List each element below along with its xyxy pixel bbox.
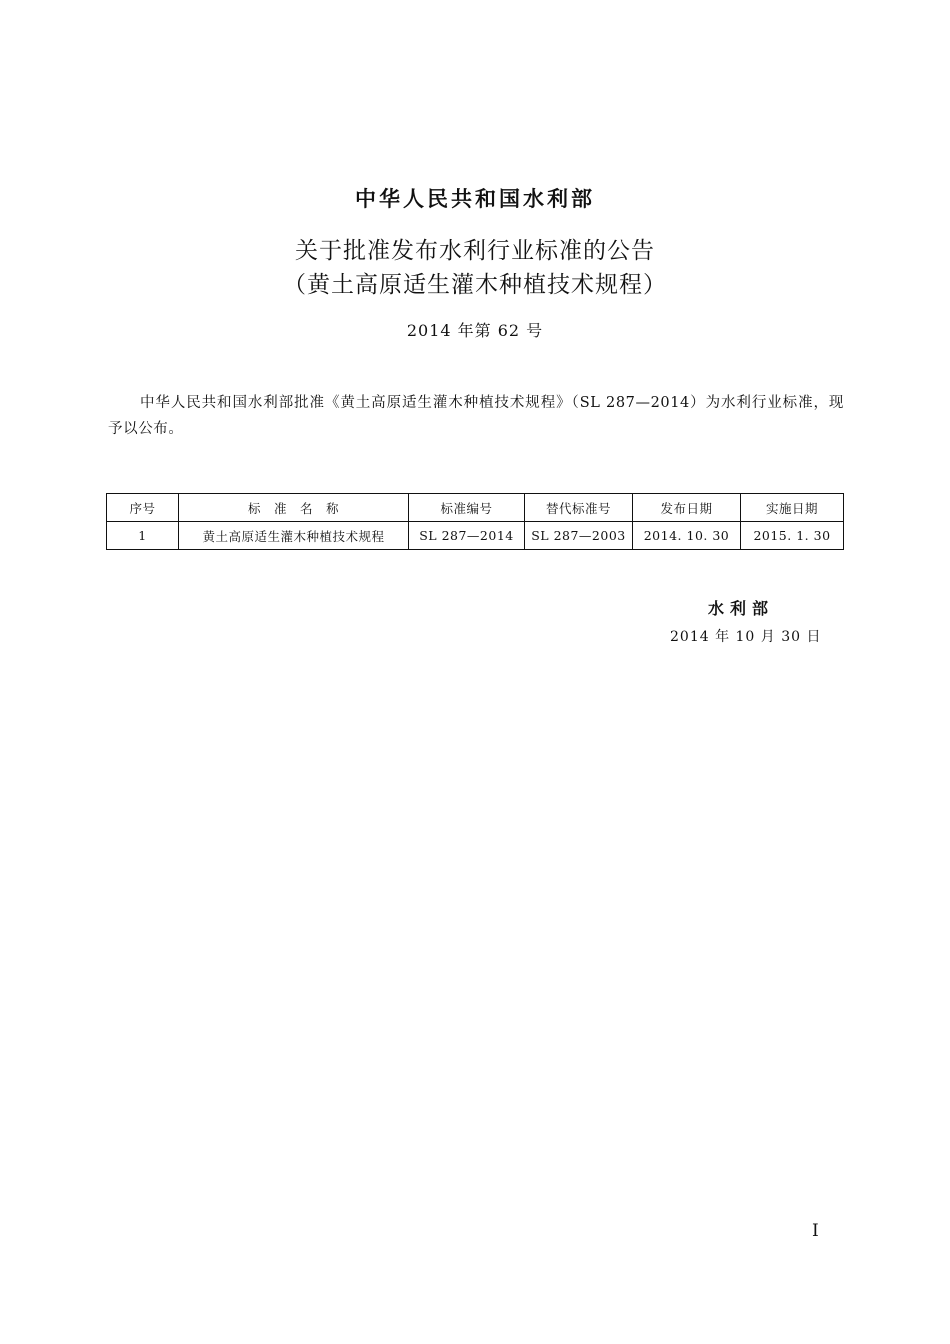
cell-effective-date: 2015. 1. 30 xyxy=(741,522,844,550)
cell-release-date: 2014. 10. 30 xyxy=(633,522,741,550)
announcement-subtitle: （黄土高原适生灌木种植技术规程） xyxy=(283,272,667,298)
table-row xyxy=(107,522,844,550)
header-seq: 序号 xyxy=(107,494,179,522)
announcement-number: 2014 年第 62 号 xyxy=(406,321,544,340)
cell-code: SL 287—2014 xyxy=(409,522,525,550)
header-name: 标 准 名 称 xyxy=(179,494,409,522)
table-header-row xyxy=(107,494,844,522)
standards-table xyxy=(106,493,844,550)
signature-date: 2014 年 10 月 30 日 xyxy=(670,629,822,645)
signature-org: 水利部 xyxy=(708,599,775,618)
cell-replaced: SL 287—2003 xyxy=(525,522,633,550)
announcement-title: 关于批准发布水利行业标准的公告 xyxy=(295,238,655,264)
page-number: I xyxy=(812,1221,819,1241)
header-code: 标准编号 xyxy=(409,494,525,522)
issuer-heading: 中华人民共和国水利部 xyxy=(355,187,595,211)
announcement-body: 中华人民共和国水利部批准《黄土高原适生灌木种植技术规程》（SL 287—2014）为水利行业标准，现予以公布。 xyxy=(108,395,844,437)
cell-seq: 1 xyxy=(107,522,179,550)
header-effective-date: 实施日期 xyxy=(741,494,844,522)
header-replaced: 替代标准号 xyxy=(525,494,633,522)
cell-name: 黄土高原适生灌木种植技术规程 xyxy=(179,522,409,550)
header-release-date: 发布日期 xyxy=(633,494,741,522)
